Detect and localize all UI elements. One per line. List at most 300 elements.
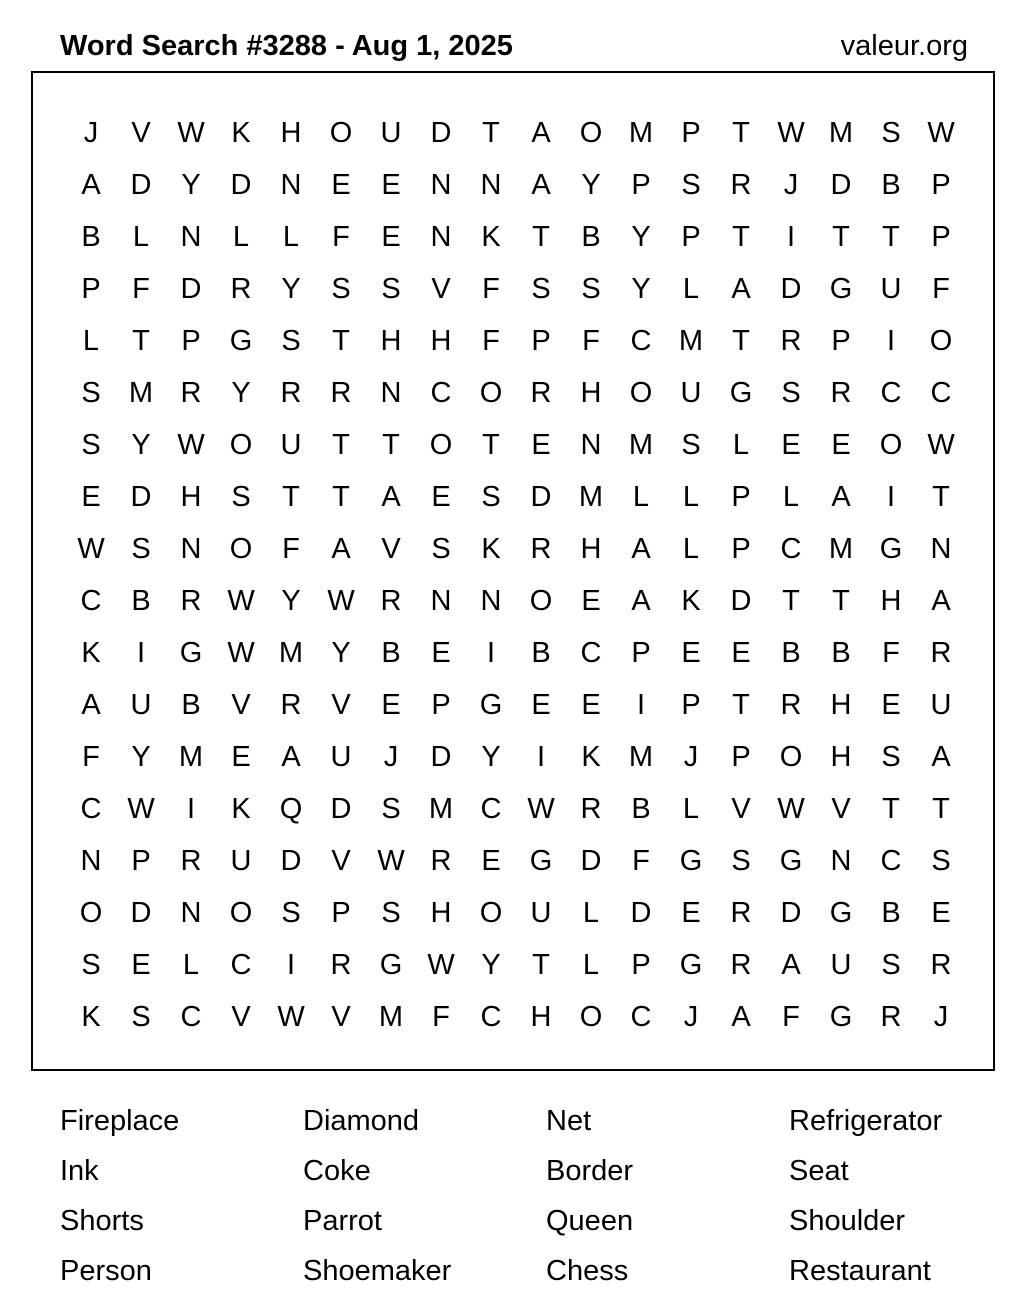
grid-letter[interactable]: R [880,1000,902,1033]
grid-letter[interactable]: V [331,688,351,721]
grid-letter[interactable]: B [581,220,601,253]
grid-letter[interactable]: C [780,532,802,565]
grid-letter[interactable]: A [531,116,551,149]
grid-letter[interactable]: J [683,1000,699,1033]
grid-letter[interactable]: F [582,324,600,357]
grid-letter[interactable]: W [327,584,355,617]
grid-letter[interactable]: W [777,792,805,825]
grid-letter[interactable]: T [482,116,500,149]
grid-letter[interactable]: A [831,480,851,513]
grid-letter[interactable]: O [529,584,553,617]
grid-letter[interactable]: P [631,636,651,669]
grid-letter[interactable]: T [332,428,350,461]
grid-letter[interactable]: F [782,1000,800,1033]
grid-letter[interactable]: R [530,376,552,409]
grid-letter[interactable]: R [180,376,202,409]
grid-letter[interactable]: S [781,376,801,409]
grid-letter[interactable]: R [380,584,402,617]
grid-letter[interactable]: N [930,532,952,565]
grid-letter[interactable]: Y [231,376,251,409]
grid-letter[interactable]: M [428,792,454,825]
grid-letter[interactable]: V [331,1000,351,1033]
grid-letter[interactable]: S [581,272,601,305]
grid-letter[interactable]: R [930,636,952,669]
grid-letter[interactable]: S [431,532,451,565]
grid-letter[interactable]: B [381,636,401,669]
grid-letter[interactable]: E [681,896,701,929]
grid-letter[interactable]: Y [281,584,301,617]
grid-letter[interactable]: D [430,740,452,773]
grid-letter[interactable]: D [730,584,752,617]
grid-letter[interactable]: G [829,272,853,305]
grid-letter[interactable]: S [881,116,901,149]
grid-letter[interactable]: L [582,948,600,981]
grid-letter[interactable]: T [532,948,550,981]
grid-letter[interactable]: A [781,948,801,981]
grid-letter[interactable]: A [281,740,301,773]
grid-letter[interactable]: H [380,324,402,357]
grid-letter[interactable]: L [182,948,200,981]
grid-letter[interactable]: O [879,428,903,461]
grid-letter[interactable]: A [531,168,551,201]
grid-letter[interactable]: T [782,584,800,617]
grid-letter[interactable]: K [581,740,601,773]
grid-letter[interactable]: P [331,896,351,929]
grid-letter[interactable]: K [681,584,701,617]
grid-letter[interactable]: S [881,740,901,773]
grid-letter[interactable]: T [482,428,500,461]
grid-letter[interactable]: C [880,376,902,409]
grid-letter[interactable]: W [527,792,555,825]
grid-letter[interactable]: U [880,272,902,305]
grid-letter[interactable]: R [730,948,752,981]
grid-letter[interactable]: U [280,428,302,461]
grid-letter[interactable]: C [480,792,502,825]
grid-letter[interactable]: R [330,376,352,409]
grid-letter[interactable]: Y [631,272,651,305]
grid-letter[interactable]: C [630,1000,652,1033]
grid-letter[interactable]: K [481,220,501,253]
grid-letter[interactable]: Q [279,792,303,825]
grid-letter[interactable]: R [280,376,302,409]
grid-letter[interactable]: F [482,272,500,305]
grid-letter[interactable]: C [80,792,102,825]
grid-letter[interactable]: O [579,1000,603,1033]
grid-letter[interactable]: O [429,428,453,461]
grid-letter[interactable]: C [430,376,452,409]
grid-letter[interactable]: R [780,688,802,721]
grid-letter[interactable]: N [80,844,102,877]
grid-letter[interactable]: Y [331,636,351,669]
grid-letter[interactable]: P [631,168,651,201]
grid-letter[interactable]: I [886,480,896,513]
grid-letter[interactable]: M [578,480,604,513]
grid-letter[interactable]: H [830,688,852,721]
grid-letter[interactable]: T [832,584,850,617]
grid-letter[interactable]: D [280,844,302,877]
grid-letter[interactable]: K [231,792,251,825]
grid-letter[interactable]: Y [181,168,201,201]
grid-letter[interactable]: I [486,636,496,669]
grid-letter[interactable]: O [79,896,103,929]
grid-letter[interactable]: E [581,584,601,617]
grid-letter[interactable]: R [730,896,752,929]
grid-letter[interactable]: B [781,636,801,669]
grid-letter[interactable]: F [132,272,150,305]
grid-letter[interactable]: T [732,688,750,721]
grid-letter[interactable]: I [286,948,296,981]
grid-letter[interactable]: G [679,844,703,877]
grid-letter[interactable]: W [427,948,455,981]
grid-letter[interactable]: F [332,220,350,253]
grid-letter[interactable]: Y [481,948,501,981]
grid-letter[interactable]: P [731,532,751,565]
grid-letter[interactable]: O [479,376,503,409]
grid-letter[interactable]: W [227,584,255,617]
grid-letter[interactable]: T [882,792,900,825]
grid-letter[interactable]: E [931,896,951,929]
grid-letter[interactable]: R [730,168,752,201]
grid-letter[interactable]: F [882,636,900,669]
grid-letter[interactable]: A [631,584,651,617]
grid-letter[interactable]: V [231,688,251,721]
grid-letter[interactable]: V [231,1000,251,1033]
grid-letter[interactable]: O [779,740,803,773]
grid-letter[interactable]: D [130,480,152,513]
grid-letter[interactable]: E [381,220,401,253]
grid-letter[interactable]: A [631,532,651,565]
grid-letter[interactable]: J [683,740,699,773]
grid-letter[interactable]: K [81,636,101,669]
grid-letter[interactable]: T [932,792,950,825]
grid-letter[interactable]: G [829,896,853,929]
grid-letter[interactable]: L [632,480,650,513]
grid-letter[interactable]: Y [131,428,151,461]
grid-letter[interactable]: Y [581,168,601,201]
grid-letter[interactable]: N [580,428,602,461]
grid-letter[interactable]: C [930,376,952,409]
grid-letter[interactable]: B [131,584,151,617]
grid-letter[interactable]: A [81,688,101,721]
grid-letter[interactable]: D [130,896,152,929]
grid-letter[interactable]: V [381,532,401,565]
grid-letter[interactable]: A [731,272,751,305]
grid-letter[interactable]: E [81,480,101,513]
grid-letter[interactable]: C [880,844,902,877]
grid-letter[interactable]: D [580,844,602,877]
grid-letter[interactable]: V [131,116,151,149]
grid-letter[interactable]: G [379,948,403,981]
grid-letter[interactable]: N [480,584,502,617]
grid-letter[interactable]: E [731,636,751,669]
grid-letter[interactable]: S [331,272,351,305]
grid-letter[interactable]: N [180,896,202,929]
grid-letter[interactable]: F [482,324,500,357]
grid-letter[interactable]: I [536,740,546,773]
grid-letter[interactable]: W [377,844,405,877]
grid-letter[interactable]: N [430,168,452,201]
grid-letter[interactable]: B [531,636,551,669]
grid-letter[interactable]: L [582,896,600,929]
grid-letter[interactable]: S [731,844,751,877]
grid-letter[interactable]: S [381,272,401,305]
grid-letter[interactable]: C [580,636,602,669]
grid-letter[interactable]: O [329,116,353,149]
grid-letter[interactable]: O [629,376,653,409]
grid-letter[interactable]: P [531,324,551,357]
grid-letter[interactable]: H [580,376,602,409]
grid-letter[interactable]: P [731,740,751,773]
grid-letter[interactable]: O [479,896,503,929]
grid-letter[interactable]: N [180,220,202,253]
grid-letter[interactable]: W [177,428,205,461]
grid-letter[interactable]: T [382,428,400,461]
grid-letter[interactable]: M [678,324,704,357]
grid-letter[interactable]: P [81,272,101,305]
grid-letter[interactable]: F [932,272,950,305]
grid-letter[interactable]: W [927,428,955,461]
grid-letter[interactable]: Y [281,272,301,305]
grid-letter[interactable]: S [231,480,251,513]
grid-letter[interactable]: W [927,116,955,149]
grid-letter[interactable]: T [332,324,350,357]
grid-letter[interactable]: R [780,324,802,357]
grid-letter[interactable]: H [830,740,852,773]
grid-letter[interactable]: I [886,324,896,357]
grid-letter[interactable]: E [131,948,151,981]
grid-letter[interactable]: E [331,168,351,201]
grid-letter[interactable]: B [831,636,851,669]
grid-letter[interactable]: R [180,844,202,877]
grid-letter[interactable]: F [632,844,650,877]
grid-letter[interactable]: D [630,896,652,929]
grid-letter[interactable]: P [831,324,851,357]
grid-letter[interactable]: A [381,480,401,513]
grid-letter[interactable]: E [381,168,401,201]
grid-letter[interactable]: G [529,844,553,877]
grid-letter[interactable]: I [136,636,146,669]
grid-letter[interactable]: W [177,116,205,149]
grid-letter[interactable]: N [380,376,402,409]
grid-letter[interactable]: M [828,116,854,149]
grid-letter[interactable]: M [628,116,654,149]
grid-letter[interactable]: E [381,688,401,721]
grid-letter[interactable]: P [931,220,951,253]
grid-letter[interactable]: H [180,480,202,513]
grid-letter[interactable]: M [178,740,204,773]
grid-letter[interactable]: T [732,116,750,149]
grid-letter[interactable]: P [681,688,701,721]
grid-letter[interactable]: F [432,1000,450,1033]
grid-letter[interactable]: A [931,584,951,617]
grid-letter[interactable]: N [180,532,202,565]
grid-letter[interactable]: R [580,792,602,825]
grid-letter[interactable]: O [929,324,953,357]
grid-letter[interactable]: E [431,480,451,513]
grid-letter[interactable]: I [786,220,796,253]
grid-letter[interactable]: E [431,636,451,669]
grid-letter[interactable]: S [281,324,301,357]
grid-letter[interactable]: M [378,1000,404,1033]
grid-letter[interactable]: W [227,636,255,669]
grid-letter[interactable]: P [681,220,701,253]
grid-letter[interactable]: R [930,948,952,981]
grid-letter[interactable]: D [830,168,852,201]
grid-letter[interactable]: U [230,844,252,877]
grid-letter[interactable]: E [481,844,501,877]
grid-letter[interactable]: S [131,1000,151,1033]
grid-letter[interactable]: S [81,948,101,981]
grid-letter[interactable]: L [782,480,800,513]
grid-letter[interactable]: L [682,792,700,825]
grid-letter[interactable]: P [931,168,951,201]
grid-letter[interactable]: A [81,168,101,201]
grid-letter[interactable]: S [381,792,401,825]
grid-letter[interactable]: N [430,584,452,617]
grid-letter[interactable]: R [180,584,202,617]
grid-letter[interactable]: M [628,740,654,773]
grid-letter[interactable]: U [380,116,402,149]
grid-letter[interactable]: M [628,428,654,461]
grid-letter[interactable]: L [132,220,150,253]
grid-letter[interactable]: D [230,168,252,201]
grid-letter[interactable]: K [481,532,501,565]
grid-letter[interactable]: Y [481,740,501,773]
grid-letter[interactable]: S [881,948,901,981]
grid-letter[interactable]: U [930,688,952,721]
grid-letter[interactable]: S [681,428,701,461]
grid-letter[interactable]: N [280,168,302,201]
grid-letter[interactable]: H [280,116,302,149]
grid-letter[interactable]: T [532,220,550,253]
grid-letter[interactable]: T [932,480,950,513]
grid-letter[interactable]: F [282,532,300,565]
grid-letter[interactable]: D [330,792,352,825]
grid-letter[interactable]: E [581,688,601,721]
grid-letter[interactable]: H [580,532,602,565]
grid-letter[interactable]: W [77,532,105,565]
grid-letter[interactable]: H [430,324,452,357]
grid-letter[interactable]: J [783,168,799,201]
grid-letter[interactable]: P [181,324,201,357]
grid-letter[interactable]: C [80,584,102,617]
grid-letter[interactable]: P [131,844,151,877]
grid-letter[interactable]: U [530,896,552,929]
grid-letter[interactable]: C [230,948,252,981]
grid-letter[interactable]: B [881,168,901,201]
grid-letter[interactable]: E [781,428,801,461]
grid-letter[interactable]: P [681,116,701,149]
grid-letter[interactable]: T [832,220,850,253]
grid-letter[interactable]: B [81,220,101,253]
grid-letter[interactable]: N [480,168,502,201]
grid-letter[interactable]: R [330,948,352,981]
grid-letter[interactable]: T [732,220,750,253]
grid-letter[interactable]: S [931,844,951,877]
grid-letter[interactable]: L [682,480,700,513]
grid-letter[interactable]: D [530,480,552,513]
grid-letter[interactable]: O [229,532,253,565]
grid-letter[interactable]: S [381,896,401,929]
grid-letter[interactable]: O [579,116,603,149]
grid-letter[interactable]: R [830,376,852,409]
grid-letter[interactable]: D [130,168,152,201]
grid-letter[interactable]: T [132,324,150,357]
grid-letter[interactable]: S [131,532,151,565]
grid-letter[interactable]: G [479,688,503,721]
grid-letter[interactable]: T [332,480,350,513]
grid-letter[interactable]: U [830,948,852,981]
grid-letter[interactable]: C [480,1000,502,1033]
grid-letter[interactable]: D [430,116,452,149]
grid-letter[interactable]: G [679,948,703,981]
grid-letter[interactable]: G [879,532,903,565]
grid-letter[interactable]: I [636,688,646,721]
grid-letter[interactable]: G [229,324,253,357]
grid-letter[interactable]: G [729,376,753,409]
grid-letter[interactable]: O [229,428,253,461]
grid-letter[interactable]: L [282,220,300,253]
grid-letter[interactable]: W [777,116,805,149]
grid-letter[interactable]: L [682,272,700,305]
grid-letter[interactable]: S [81,428,101,461]
grid-letter[interactable]: D [780,272,802,305]
grid-letter[interactable]: H [430,896,452,929]
grid-letter[interactable]: M [828,532,854,565]
grid-letter[interactable]: A [731,1000,751,1033]
grid-letter[interactable]: R [530,532,552,565]
grid-letter[interactable]: P [431,688,451,721]
grid-letter[interactable]: W [127,792,155,825]
grid-letter[interactable]: V [431,272,451,305]
grid-letter[interactable]: D [780,896,802,929]
grid-letter[interactable]: M [278,636,304,669]
grid-letter[interactable]: P [731,480,751,513]
grid-letter[interactable]: J [383,740,399,773]
grid-letter[interactable]: R [230,272,252,305]
grid-letter[interactable]: T [882,220,900,253]
grid-letter[interactable]: U [680,376,702,409]
grid-letter[interactable]: P [631,948,651,981]
grid-letter[interactable]: T [282,480,300,513]
grid-letter[interactable]: N [830,844,852,877]
grid-letter[interactable]: L [732,428,750,461]
grid-letter[interactable]: O [229,896,253,929]
grid-letter[interactable]: L [82,324,100,357]
grid-letter[interactable]: H [530,1000,552,1033]
grid-letter[interactable]: J [83,116,99,149]
grid-letter[interactable]: U [330,740,352,773]
grid-letter[interactable]: C [180,1000,202,1033]
grid-letter[interactable]: Y [631,220,651,253]
grid-letter[interactable]: E [531,688,551,721]
grid-letter[interactable]: B [181,688,201,721]
grid-letter[interactable]: V [831,792,851,825]
grid-letter[interactable]: C [630,324,652,357]
grid-letter[interactable]: W [277,1000,305,1033]
grid-letter[interactable]: E [531,428,551,461]
grid-letter[interactable]: L [682,532,700,565]
grid-letter[interactable]: U [130,688,152,721]
grid-letter[interactable]: N [430,220,452,253]
grid-letter[interactable]: S [281,896,301,929]
grid-letter[interactable]: J [933,1000,949,1033]
grid-letter[interactable]: A [931,740,951,773]
grid-letter[interactable]: G [179,636,203,669]
grid-letter[interactable]: A [331,532,351,565]
grid-letter[interactable]: V [731,792,751,825]
grid-letter[interactable]: S [681,168,701,201]
